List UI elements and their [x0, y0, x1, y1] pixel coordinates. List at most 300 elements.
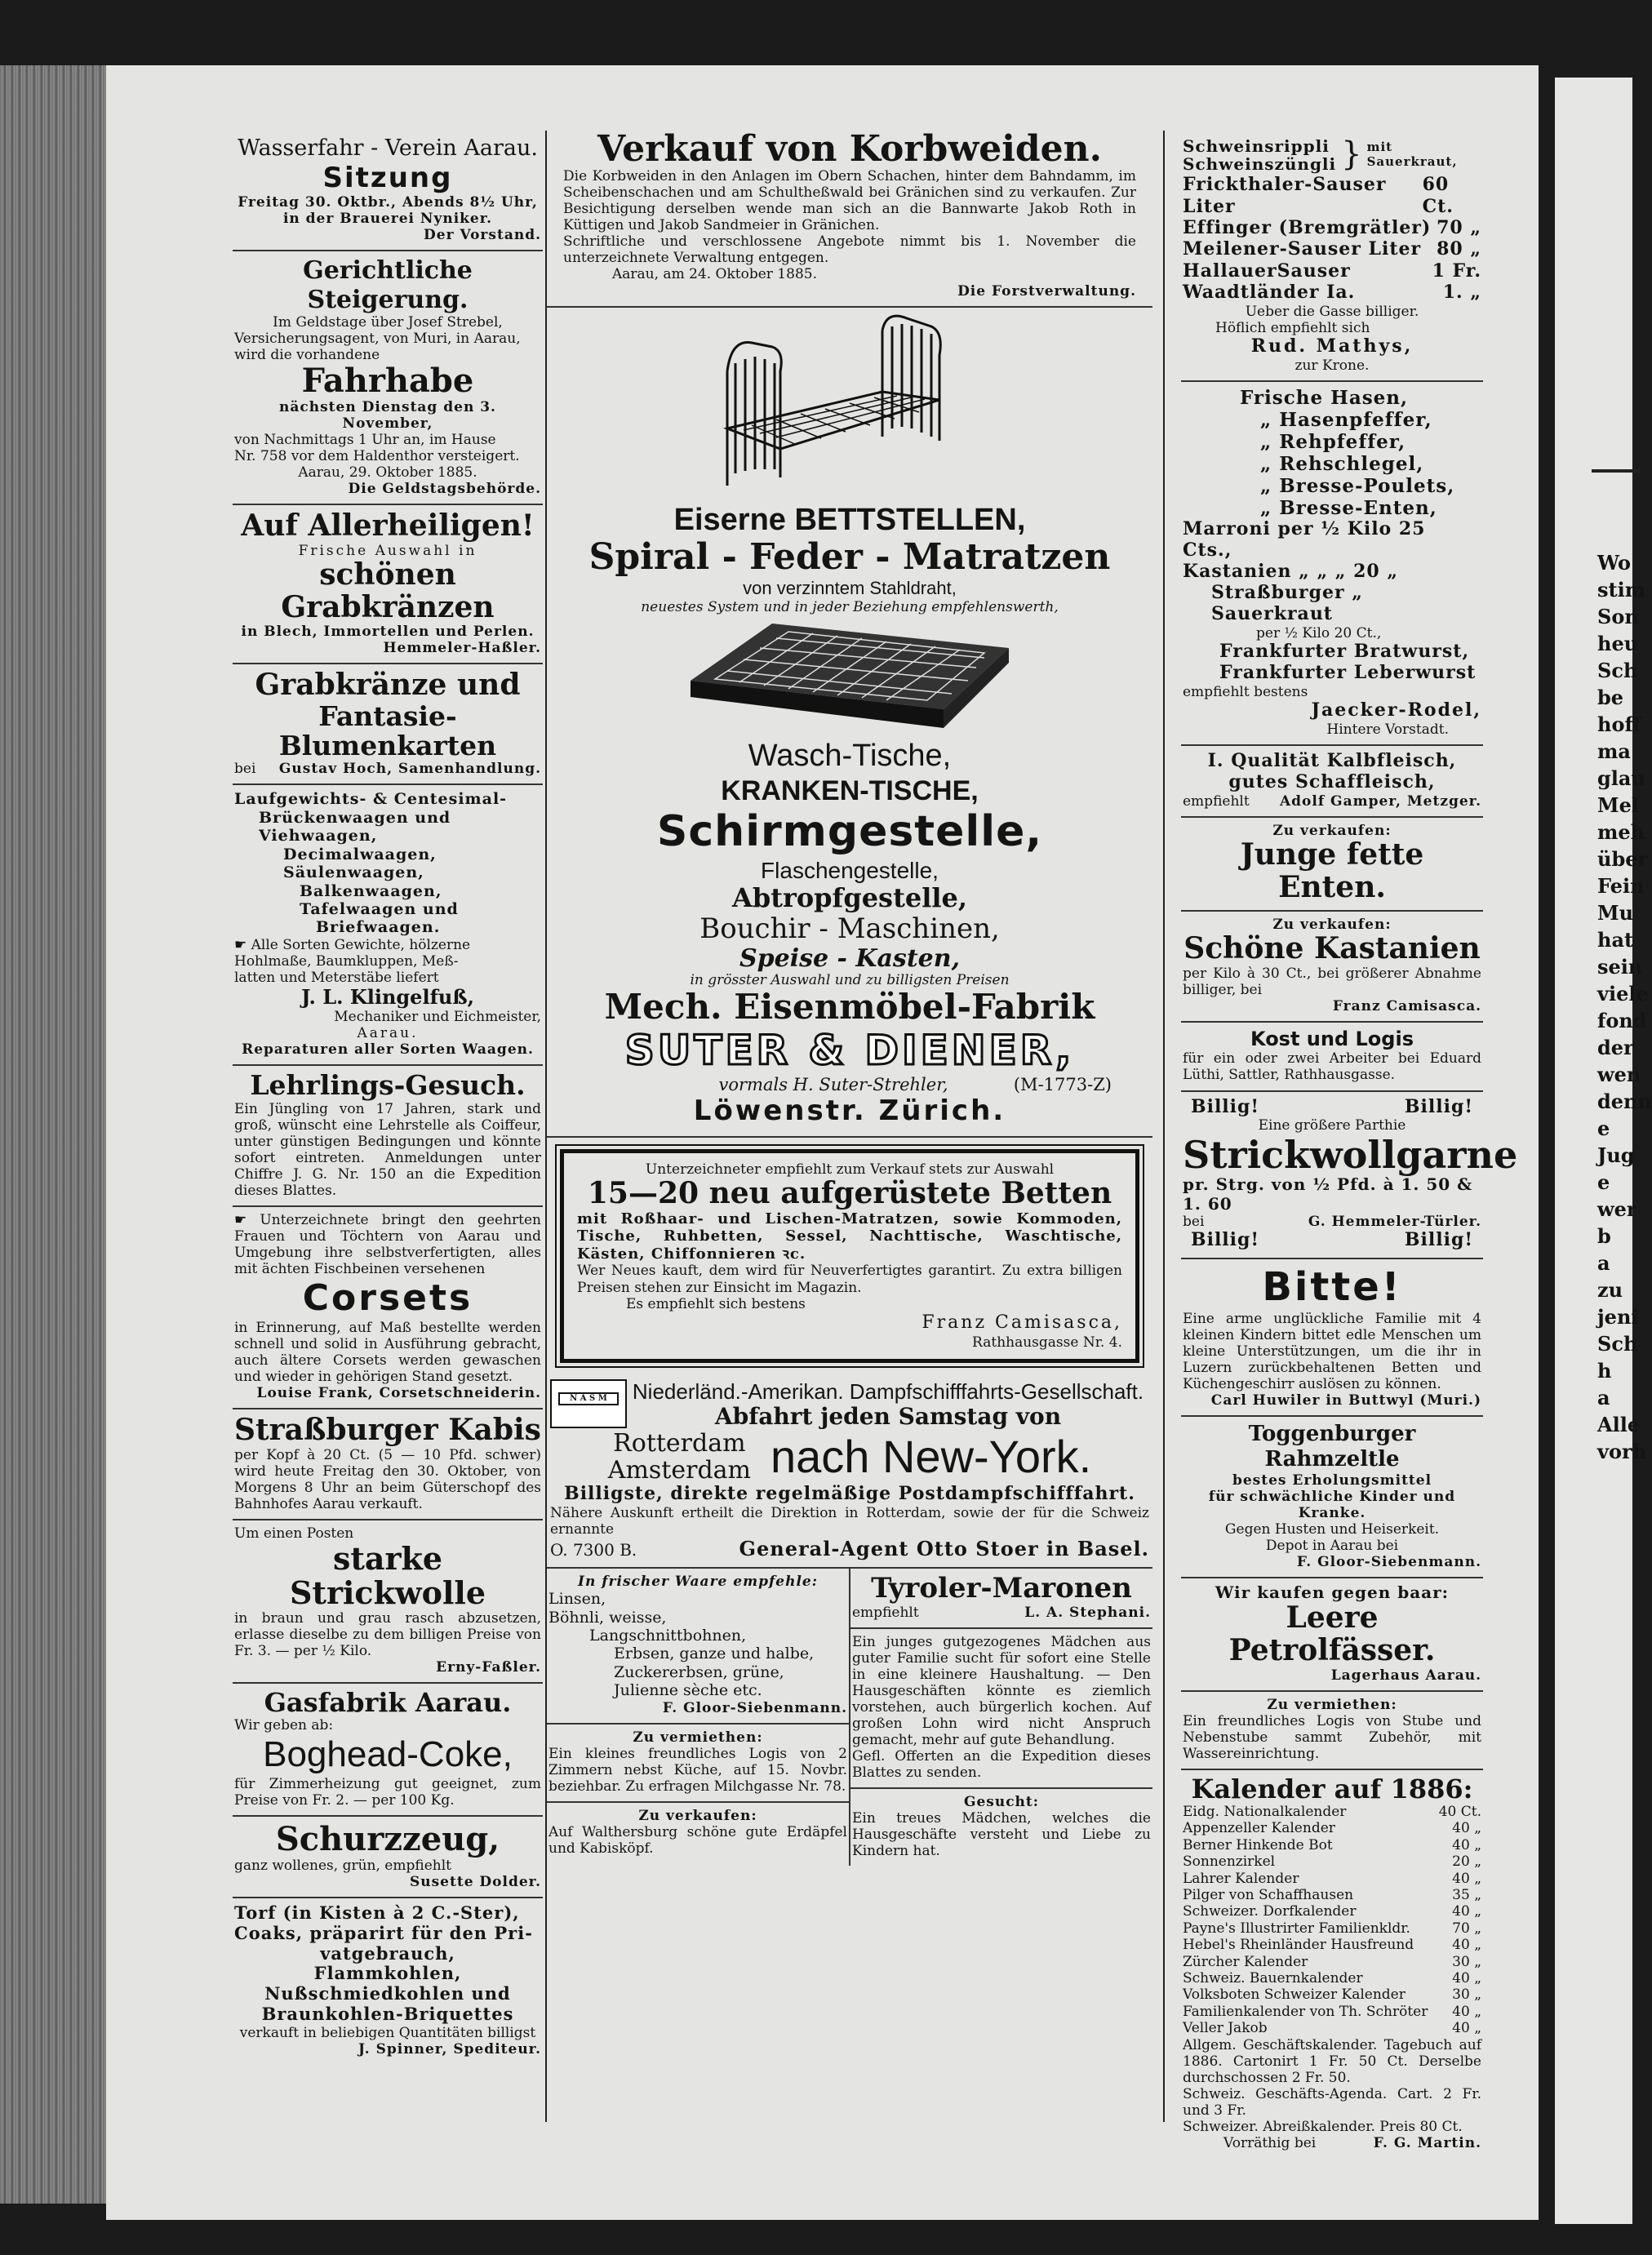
list-item: „ Bresse-Enten, — [1260, 497, 1437, 520]
ad-waagen — [233, 785, 543, 1066]
ad-firm-name: SUTER & DIENER, — [624, 1026, 1075, 1074]
ad-heading: Verkauf von Korbweiden. — [597, 128, 1102, 170]
facing-page-fragment: h — [1597, 1359, 1612, 1383]
column-left — [233, 131, 543, 2064]
ad-heading: Grabkränze und — [255, 668, 521, 703]
ad-text: per Kopf à 20 Ct. (5 — 10 Pfd. schwer) wird heute Freitag den 30. Oktober, von Morgens 8 Uhr an beim Güterschopf des Bahnhofes Aarau verkauft. — [234, 1446, 541, 1512]
bottom-split — [547, 1569, 1152, 1866]
facing-page-fragment: Sch — [1597, 1332, 1638, 1356]
ad-text: Ein treues Mädchen, welches die Hausgeschäfte versteht und Liebe zu Kindern hat. — [852, 1810, 1151, 1860]
ad-date: Aarau, am 24. Oktober 1885. — [612, 266, 817, 283]
ad-text: Straßburger „ Sauerkraut — [1211, 582, 1363, 625]
facing-page-fragment: Wo — [1597, 551, 1632, 575]
list-item: Frische Hasen, — [1240, 386, 1409, 409]
ad-strickwolle — [233, 1520, 543, 1684]
ad-petrol — [1181, 1578, 1483, 1692]
menu-price: 60 Ct. — [1422, 174, 1454, 217]
menu-price: 1. „ — [1442, 282, 1481, 304]
ad-text: empfiehlt bestens — [1183, 684, 1308, 701]
ad-grabkraenze — [233, 664, 543, 785]
ad-heading: Gesucht: — [963, 1794, 1040, 1810]
facing-page-fragment: Mel — [1597, 793, 1639, 817]
list-item: Erbsen, ganze und halbe, — [614, 1645, 815, 1663]
brace-glyph: } — [1341, 135, 1362, 173]
menu-price: 80 „ — [1437, 238, 1481, 260]
facing-page-fragment: e — [1597, 1170, 1610, 1194]
ad-heading: Zu vermiethen: — [1267, 1696, 1397, 1713]
ad-heading: Kost und Logis — [1250, 1028, 1414, 1051]
list-item: Böhnli, weisse, — [548, 1608, 667, 1627]
ad-wasserfahr — [233, 131, 543, 251]
ad-text: in braun und grau rasch abzusetzen, erlasse dieselbe zu dem billigen Preise von Fr. 3. — per ½ Kilo. — [234, 1609, 541, 1659]
list-item: Linsen, — [548, 1590, 606, 1609]
facing-page-fragment: der — [1597, 1036, 1634, 1059]
ad-text: Aarau. — [357, 1025, 419, 1042]
ad-title: Schöne Kastanien — [1183, 931, 1481, 966]
ad-signature: Franz Camisasca. — [1332, 998, 1481, 1015]
ad-text: Marroni per ½ Kilo 25 Cts., — [1183, 518, 1426, 562]
ad-signature: Franz Camisasca, — [921, 1312, 1122, 1334]
ad-text: Frische Auswahl in — [298, 542, 477, 559]
column-rule — [1163, 131, 1165, 2122]
ad-text: Alle Sorten Gewichte, hölzerne — [251, 936, 471, 953]
ad-text: Laufgewichts- & Centesimal- — [234, 790, 508, 809]
list-item: Langschnittbohnen, — [589, 1627, 747, 1645]
ad-enten — [1181, 818, 1483, 912]
ad-kastanien — [1181, 912, 1483, 1023]
facing-page-fragment: fond — [1597, 1009, 1647, 1032]
ad-text: Abfahrt jeden Samstag von — [714, 1402, 1062, 1430]
facing-page-rule — [1592, 469, 1641, 473]
menu-item: Meilener-Sauser Liter — [1183, 238, 1422, 260]
ad-heading: Auf Allerheiligen! — [241, 508, 535, 544]
ad-text: vormals H. Suter-Strehler, — [718, 1074, 948, 1094]
ad-text: Allgem. Geschäftskalender. Tagebuch auf 1886. Cartonirt 1 Fr. 50 Ct. Derselbe durchschossen 2 Fr. 50. — [1183, 2036, 1481, 2086]
ad-heading: Kalender auf 1886: — [1191, 1773, 1473, 1804]
ad-bitte — [1181, 1259, 1483, 1417]
list-item: Eidg. Nationalkalender — [1183, 1804, 1347, 1821]
ad-signature: Susette Dolder. — [409, 1874, 541, 1891]
list-item: „ Bresse-Poulets, — [1260, 475, 1455, 498]
column-right — [1181, 131, 1518, 2158]
list-item: Zürcher Kalender — [1183, 1953, 1308, 1970]
ad-text: Kastanien „ „ „ 20 „ — [1183, 561, 1399, 583]
ad-heading: Lehrlings-Gesuch. — [250, 1069, 526, 1102]
ad-text: Höflich empfiehlt sich — [1215, 319, 1370, 336]
list-item: Appenzeller Kalender — [1183, 1820, 1335, 1837]
ad-text: Billig! — [1404, 1095, 1473, 1117]
facing-page-fragment: wer — [1597, 1197, 1637, 1221]
ad-text: in grösster Auswahl und zu billigsten Preisen — [690, 972, 1010, 989]
ad-heading: Toggenburger Rahmzeltle — [1248, 1422, 1416, 1472]
ad-signature: Die Forstverwaltung. — [957, 282, 1136, 300]
ad-title: nach New-York. — [770, 1430, 1092, 1482]
ad-vermiethen — [547, 1725, 849, 1803]
list-price: 20 „ — [1452, 1853, 1481, 1871]
facing-page-fragment: meh — [1597, 820, 1645, 844]
list-item: Hebel's Rheinländer Hausfreund — [1183, 1937, 1414, 1954]
ad-heading: Niederländ.-Amerikan. Dampfschifffahrts-Gesellschaft. — [632, 1379, 1144, 1405]
list-price: 40 „ — [1452, 2020, 1481, 2037]
ad-title: Fahrhabe — [301, 362, 474, 401]
ad-signature: J. Spinner, Spediteur. — [358, 2040, 541, 2057]
ad-kalender — [1181, 1770, 1483, 2158]
ad-text: Frankfurter Leberwurst — [1219, 662, 1477, 684]
list-item: „ Rehschlegel, — [1260, 453, 1424, 475]
menu-item: Waadtländer Ia. — [1183, 282, 1356, 304]
ad-text: Eine arme unglückliche Familie mit 4 kleinen Kindern bittet edle Menschen um kleine Unterstützungen, um die ihr in Luzern zurückbehaltenen Betten und Küchengeschirr auslösen zu können. — [1183, 1310, 1481, 1393]
ad-title: 15—20 neu aufgerüstete Betten — [587, 1175, 1112, 1210]
ad-text: für schwächliche Kinder und Kranke. — [1208, 1488, 1456, 1521]
ad-text: Säulenwaagen, — [283, 863, 424, 882]
ad-price: pr. Strg. von ½ Pfd. à 1. 50 & 1. 60 — [1183, 1174, 1473, 1214]
list-item: Volksboten Schweizer Kalender — [1183, 1986, 1406, 2004]
ad-text: nächsten Dienstag den 3. November, — [279, 399, 496, 433]
list-item: Familienkalender von Th. Schröter — [1183, 2003, 1428, 2020]
bottom-right — [850, 1569, 1152, 1866]
ad-text: Freitag 30. Oktbr., Abends 8½ Uhr, — [238, 193, 538, 211]
ad-title: Schirmgestelle, — [656, 806, 1043, 856]
facing-page-fragment: b — [1597, 1224, 1611, 1248]
list-item: „ Hasenpfeffer, — [1260, 408, 1432, 431]
list-price: 40 Ct. — [1438, 1804, 1481, 1821]
facing-page-fragment: e — [1597, 1116, 1610, 1140]
list-item: „ Rehpfeffer, — [1260, 430, 1406, 453]
ad-address: Rathhausgasse Nr. 4. — [972, 1334, 1122, 1351]
ad-text: bestes Erholungsmittel — [1232, 1472, 1432, 1489]
facing-page-fragment: Fein — [1597, 874, 1645, 898]
ad-text: Wasch-Tische, — [748, 738, 952, 773]
ad-signature: G. Hemmeler-Türler. — [1308, 1214, 1481, 1231]
ad-schurzzeug — [233, 1817, 543, 1898]
ad-corsets — [233, 1207, 543, 1409]
ad-title: Leere Petrolfässer. — [1228, 1600, 1436, 1668]
list-item: Schweizer. Dorfkalender — [1183, 1903, 1357, 1920]
facing-page-fragment: wen — [1597, 1063, 1641, 1086]
ad-text: Ein junges gutgezogenes Mädchen aus guter Familie sucht für sofort eine Stelle in eine kleinere Haushaltung. — Den Hausgeschäften könnte es ziemlich vorstehen, auch bürgerlich kochen. Auf großen Lohn wird nicht Anspruch gemacht, mehr auf gute Behandlung. — [852, 1633, 1151, 1748]
ad-text: Amsterdam — [607, 1455, 751, 1485]
ad-text: mit Sauerkraut, — [1366, 139, 1458, 169]
list-price: 30 „ — [1452, 1953, 1481, 1970]
ad-date: Aarau, 29. Oktober 1885. — [298, 464, 477, 482]
ad-text: Mechaniker und Eichmeister, — [334, 1009, 541, 1026]
ad-signature: F. Gloor-Siebenmann. — [1296, 1553, 1481, 1570]
list-item: Sonnenzirkel — [1183, 1853, 1276, 1871]
ad-text: Frankfurter Bratwurst, — [1219, 641, 1470, 663]
ad-text: in Erinnerung, auf Maß bestellte werden schnell und solid in Ausführung gebracht, auch ältere Corsets werden gewaschen und wieder in gehörigen Stand gesetzt. — [234, 1319, 541, 1386]
list-item: Pilger von Schaffhausen — [1183, 1886, 1354, 1903]
ad-korbweiden — [547, 128, 1152, 308]
ad-title: Junge fette Enten. — [1240, 837, 1424, 904]
ad-eisenmoebel — [547, 308, 1152, 1138]
nasm-flag-icon — [550, 1379, 627, 1428]
ad-text: Briefwaagen. — [316, 918, 441, 937]
ad-title: Sitzung — [322, 161, 453, 194]
ad-torf — [233, 1898, 543, 2064]
facing-page-fragment: denn — [1597, 1090, 1652, 1113]
ad-text: Es empfiehlt sich bestens — [626, 1296, 806, 1313]
ad-text: Ein freundliches Logis von Stube und Nebenstube sammt Zubehör, mit Wassereinrichtung. — [1183, 1712, 1481, 1762]
ad-text: Ueber die Gasse billiger. — [1245, 303, 1419, 320]
ad-text: für ein oder zwei Arbeiter bei Eduard Lüthi, Sattler, Rathhausgasse. — [1183, 1050, 1481, 1084]
mattress-illustration — [682, 615, 1017, 738]
ad-heading: Zu verkaufen: — [1272, 823, 1392, 840]
ad-text: Schweinsrippli — [1183, 135, 1330, 156]
facing-page-fragment: viele — [1597, 982, 1649, 1005]
ad-rahmzeltle — [1181, 1417, 1483, 1578]
facing-page-fragment: sein — [1597, 955, 1643, 979]
ad-gasfabrik — [233, 1684, 543, 1817]
ad-dampfschiff — [547, 1374, 1152, 1569]
facing-page-fragment: glau — [1597, 766, 1645, 790]
ad-text: Im Geldstage über Josef Strebel, — [273, 313, 503, 331]
facing-page-fragment: stim — [1597, 578, 1646, 601]
facing-page-fragment: Mu — [1597, 901, 1634, 925]
ad-title: schönen Grabkränzen — [281, 557, 495, 624]
ad-kalbfleisch — [1181, 746, 1483, 818]
ad-text: bei — [1183, 1214, 1205, 1231]
ad-signature: Die Geldstagsbehörde. — [348, 481, 541, 498]
ad-text: Auf Walthersburg schöne gute Erdäpfel und Kabisköpf. — [548, 1823, 847, 1857]
ad-text: empfiehlt — [852, 1604, 919, 1621]
ad-text: Balkenwaagen, — [300, 881, 442, 900]
ad-text: Ein Jüngling von 17 Jahren, stark und groß, wünscht eine Lehrstelle als Coiffeur, unter günstigen Bedingungen und könnte sofort eintreten. Anmeldungen unter Chiffre J. G. Nr. 150 an die Expedition dieses Blattes. — [234, 1100, 541, 1199]
ad-text: Flammkohlen, — [313, 1963, 462, 1984]
ad-text: Gefl. Offerten an die Expedition dieses Blattes zu senden. — [852, 1747, 1151, 1781]
ad-text: Unterzeichnete bringt den geehrten Frauen und Töchtern von Aarau und Umgebung ihre selbstverfertigten, alles mit ächten Fischbeinen versehenen — [234, 1211, 541, 1278]
list-price: 40 „ — [1452, 2003, 1481, 2020]
ad-strickwollgarne — [1181, 1092, 1518, 1260]
column-center — [547, 128, 1152, 1866]
list-item: Schweiz. Bauernkalender — [1183, 1969, 1363, 1986]
pointing-hand-icon: ☛ — [234, 1211, 260, 1228]
ad-signature: Lagerhaus Aarau. — [1330, 1667, 1481, 1684]
ad-text: mit Roßhaar- und Lischen-Matratzen, sowie Kommoden, Tische, Ruhbetten, Sessel, Nachttische, Waschtische, Kästen, Chiffonnieren ꝛc. — [577, 1210, 1122, 1263]
ad-text: Mech. Eisenmöbel-Fabrik — [604, 987, 1095, 1028]
ad-signature: F. Gloor-Siebenmann. — [662, 1699, 847, 1716]
ad-title: Bitte! — [1262, 1264, 1402, 1311]
ad-text: Abtropfgestelle, — [731, 882, 968, 914]
flag-label: N A S M — [558, 1392, 619, 1405]
ad-text: Decimalwaagen, — [283, 845, 437, 863]
ad-text: Vorräthig bei — [1223, 2134, 1317, 2151]
facing-page-fragment: a — [1597, 1251, 1610, 1275]
list-price: 40 „ — [1452, 1937, 1481, 1954]
ad-maronen — [850, 1569, 1152, 1628]
menu-item: Frickthaler-Sauser Liter — [1183, 174, 1387, 217]
ad-allerheiligen — [233, 505, 543, 664]
ad-signature: Carl Huwiler in Buttwyl (Muri.) — [1210, 1392, 1481, 1409]
ad-text: bei — [234, 761, 256, 778]
ad-text: Nähere Auskunft ertheilt die Direktion in Rotterdam, sowie der für die Schweiz ernannte — [550, 1504, 1149, 1538]
ad-text: Ein kleines freundliches Logis von 2 Zimmern nebst Küche, auf 15. Novbr. beziehbar. Zu erfragen Milchgasse Nr. 78. — [548, 1745, 847, 1795]
book-binding — [0, 65, 106, 2204]
list-item: Zuckererbsen, grüne, — [614, 1662, 784, 1681]
ad-text: Billig! — [1191, 1095, 1260, 1117]
facing-page-fragment: a — [1597, 1386, 1610, 1409]
ad-text: für Zimmerheizung gut geeignet, zum Preise von Fr. 2. — per 100 Kg. — [234, 1775, 541, 1809]
ad-text: Billigste, direkte regelmäßige Postdampfschifffahrt. — [564, 1482, 1135, 1504]
ad-heading: Tyroler-Maronen — [871, 1572, 1132, 1605]
bottom-left — [547, 1569, 850, 1866]
ad-text: verkauft in beliebigen Quantitäten billigst — [239, 2024, 536, 2041]
ad-signature: Rud. Mathys, — [1250, 335, 1414, 357]
ad-text: Braunkohlen-Briquettes — [261, 2003, 514, 2024]
ad-text: in Blech, Immortellen und Perlen. — [241, 624, 535, 641]
ad-text: Billig! — [1191, 1229, 1260, 1251]
list-price: 40 „ — [1452, 1870, 1481, 1887]
ad-heading: Zu verkaufen: — [1272, 917, 1392, 934]
list-price: 35 „ — [1452, 1886, 1481, 1903]
ad-heading: Wir kaufen gegen baar: — [1215, 1582, 1450, 1602]
facing-page-fragment: be — [1597, 686, 1624, 709]
bedstead-illustration — [695, 314, 1005, 502]
ad-text: I. Qualität Kalbfleisch, — [1207, 750, 1457, 772]
ad-text: wird die vorhandene — [234, 346, 380, 363]
list-price: 40 „ — [1452, 1969, 1481, 1986]
ad-text: empfiehlt — [1183, 793, 1250, 810]
ad-heading: Zu vermiethen: — [633, 1729, 763, 1746]
ad-text: Die Korbweiden in den Anlagen im Obern Schachen, hinter dem Bahndamm, im Scheibenschachen und am Schultheßwald bei Gränichen sind zu verkaufen. Zur Besichtigung derselben wende man sich an die Bannwarte Jakob Roth in Küttigen und Jakob Sandmeier in Gränichen. — [563, 168, 1136, 234]
ad-text: Bouchir - Maschinen, — [699, 912, 1000, 946]
ad-text: Nußschmiedkohlen und — [264, 1983, 511, 2004]
ad-title: Boghead-Coke, — [263, 1734, 513, 1775]
ad-sauser — [1181, 131, 1483, 382]
ad-verkaufen — [547, 1803, 849, 1863]
ad-logis2 — [1181, 1692, 1483, 1770]
ad-heading: Gerichtliche Steigerung. — [303, 256, 473, 314]
ad-text: Flaschengestelle, — [761, 858, 939, 884]
facing-page-edge — [1555, 78, 1652, 2224]
facing-page-fragment: Jug — [1597, 1143, 1635, 1167]
menu-price: 70 „ — [1437, 216, 1481, 238]
ad-text: Versicherungsagent, von Muri, in Aarau, — [234, 330, 521, 347]
list-item: Julienne sèche etc. — [614, 1681, 762, 1700]
ad-text: KRANKEN-TISCHE, — [721, 775, 979, 806]
ad-heading: Gasfabrik Aarau. — [264, 1686, 512, 1718]
ad-kabis — [233, 1409, 543, 1520]
ad-logis — [1181, 1023, 1483, 1091]
facing-page-fragment: hoff — [1597, 712, 1641, 736]
list-item: Berner Hinkende Bot — [1183, 1836, 1333, 1853]
ad-text: Schweiz. Geschäfts-Agenda. Cart. 2 Fr. und 3 Fr. — [1183, 2085, 1481, 2119]
facing-page-fragment: Sch — [1597, 659, 1638, 682]
menu-item: Effinger (Bremgrätler) — [1183, 216, 1432, 238]
list-item: Payne's Illustrirter Familienkldr. — [1183, 1920, 1410, 1937]
ad-maedchen — [850, 1629, 1152, 1789]
ad-text: zur Krone. — [1295, 357, 1370, 374]
list-price: 40 „ — [1452, 1836, 1481, 1853]
ad-signature: Erny-Faßler. — [436, 1658, 541, 1676]
facing-page-fragment: jeni — [1597, 1305, 1639, 1329]
ad-gemuese — [547, 1569, 849, 1725]
ad-text: per ½ Kilo 20 Ct., — [1256, 625, 1382, 642]
list-item: Lahrer Kalender — [1183, 1870, 1299, 1887]
ad-text: Depot in Aarau bei — [1265, 1537, 1399, 1554]
list-item: Veller Jakob — [1183, 2020, 1268, 2037]
ad-title: Spiral - Feder - Matratzen — [588, 536, 1111, 579]
facing-page-fragment: Alle — [1597, 1413, 1641, 1436]
menu-item: HallauerSauser — [1183, 260, 1351, 282]
ad-text: Hohlmaße, Baumkluppen, Meß- — [234, 952, 459, 970]
ad-signature: F. G. Martin. — [1373, 2134, 1481, 2151]
ad-text: neuestes System und in jeder Beziehung empfehlenswerth, — [641, 598, 1059, 615]
ad-betten — [560, 1149, 1139, 1364]
ad-text: Um einen Posten — [234, 1525, 354, 1542]
ad-text: Rotterdam — [613, 1428, 746, 1458]
ad-code: (M-1773-Z) — [1013, 1074, 1112, 1094]
ad-text: in der Brauerei Nyniker. — [282, 211, 493, 228]
ad-text: Brückenwaagen und — [259, 808, 451, 827]
list-price: 70 „ — [1452, 1920, 1481, 1937]
ad-text: Hintere Vorstadt. — [1326, 721, 1449, 739]
ad-text: von verzinntem Stahldraht, — [743, 577, 957, 598]
facing-page-fragment: über — [1597, 847, 1649, 871]
ad-signature: Jaecker-Rodel, — [1311, 699, 1481, 721]
ad-text: Coaks, präparirt für den Pri- — [234, 1922, 533, 1943]
ad-steigerung — [233, 251, 543, 505]
ad-address: Löwenstr. Zürich. — [693, 1094, 1006, 1128]
ad-heading: Zu verkaufen: — [638, 1807, 757, 1824]
ad-heading: Wasserfahr - Verein Aarau. — [238, 135, 538, 161]
ad-text: ganz wollenes, grün, empfiehlt — [234, 1858, 451, 1875]
ad-text: per Kilo à 30 Ct., bei größerer Abnahme billiger, bei — [1183, 965, 1481, 999]
ad-text: Wir geben ab: — [234, 1717, 334, 1734]
ad-hasen — [1181, 382, 1483, 747]
list-price: 40 „ — [1452, 1903, 1481, 1920]
ad-title: starke Strickwolle — [289, 1540, 486, 1611]
facing-page-fragment: ma — [1597, 739, 1631, 763]
ad-code: O. 7300 B. — [550, 1539, 637, 1560]
ad-text: Billig! — [1404, 1229, 1473, 1251]
ad-text: vatgebrauch, — [320, 1942, 455, 1964]
ad-signature: J. L. Klingelfuß, — [301, 984, 474, 1009]
ad-text: Unterzeichneter empfiehlt zum Verkauf stets zur Auswahl — [645, 1161, 1055, 1178]
ad-title: Fantasie-Blumenkarten — [278, 699, 497, 762]
menu-price: 1 Fr. — [1432, 260, 1481, 282]
ad-text: Viehwaagen, — [259, 827, 378, 846]
ad-signature: Hemmeler-Haßler. — [383, 640, 541, 657]
ad-text: Wer Neues kauft, dem wird für Neuverfertigtes garantirt. Zu extra billigen Preisen stehen zur Einsicht im Magazin. — [577, 1263, 1122, 1296]
ad-title: Strickwollgarne — [1183, 1132, 1518, 1177]
ad-text: Speise - Kasten, — [739, 944, 961, 974]
list-price: 30 „ — [1452, 1986, 1481, 2004]
ad-signature: Der Vorstand. — [424, 227, 541, 244]
ad-heading: In frischer Waare empfehle: — [578, 1574, 818, 1591]
pointing-hand-icon: ☛ — [234, 936, 247, 953]
ad-text: Torf (in Kisten à 2 C.-Ster), — [234, 1902, 520, 1924]
facing-page-fragment: vorh — [1597, 1440, 1647, 1463]
ad-text: Schweinszüngli — [1183, 153, 1337, 174]
ad-title: Schurzzeug, — [275, 1820, 500, 1859]
ad-lehrling — [233, 1066, 543, 1207]
facing-page-fragment: zu — [1597, 1278, 1623, 1302]
ad-text: Gegen Husten und Heiserkeit. — [1224, 1520, 1440, 1538]
ad-text: Reparaturen aller Sorten Waagen. — [242, 1041, 534, 1059]
ad-text: Tafelwaagen und — [300, 899, 459, 918]
ad-text: Eiserne BETTSTELLEN, — [673, 502, 1026, 537]
ad-title: Corsets — [302, 1277, 473, 1320]
ad-signature: Adolf Gamper, Metzger. — [1279, 793, 1481, 810]
ad-text: latten und Meterstäbe liefert — [234, 969, 439, 986]
ad-gesucht — [850, 1789, 1152, 1866]
ad-signature: Louise Frank, Corsetschneiderin. — [256, 1385, 541, 1402]
facing-page-fragment: hat — [1597, 928, 1634, 952]
ad-text: Eine größere Parthie — [1258, 1117, 1406, 1134]
facing-page-fragment: Son — [1597, 605, 1639, 628]
ad-text: Schweizer. Abreißkalender. Preis 80 Ct. — [1183, 2118, 1463, 2135]
facing-page-fragment: heu — [1597, 632, 1639, 655]
